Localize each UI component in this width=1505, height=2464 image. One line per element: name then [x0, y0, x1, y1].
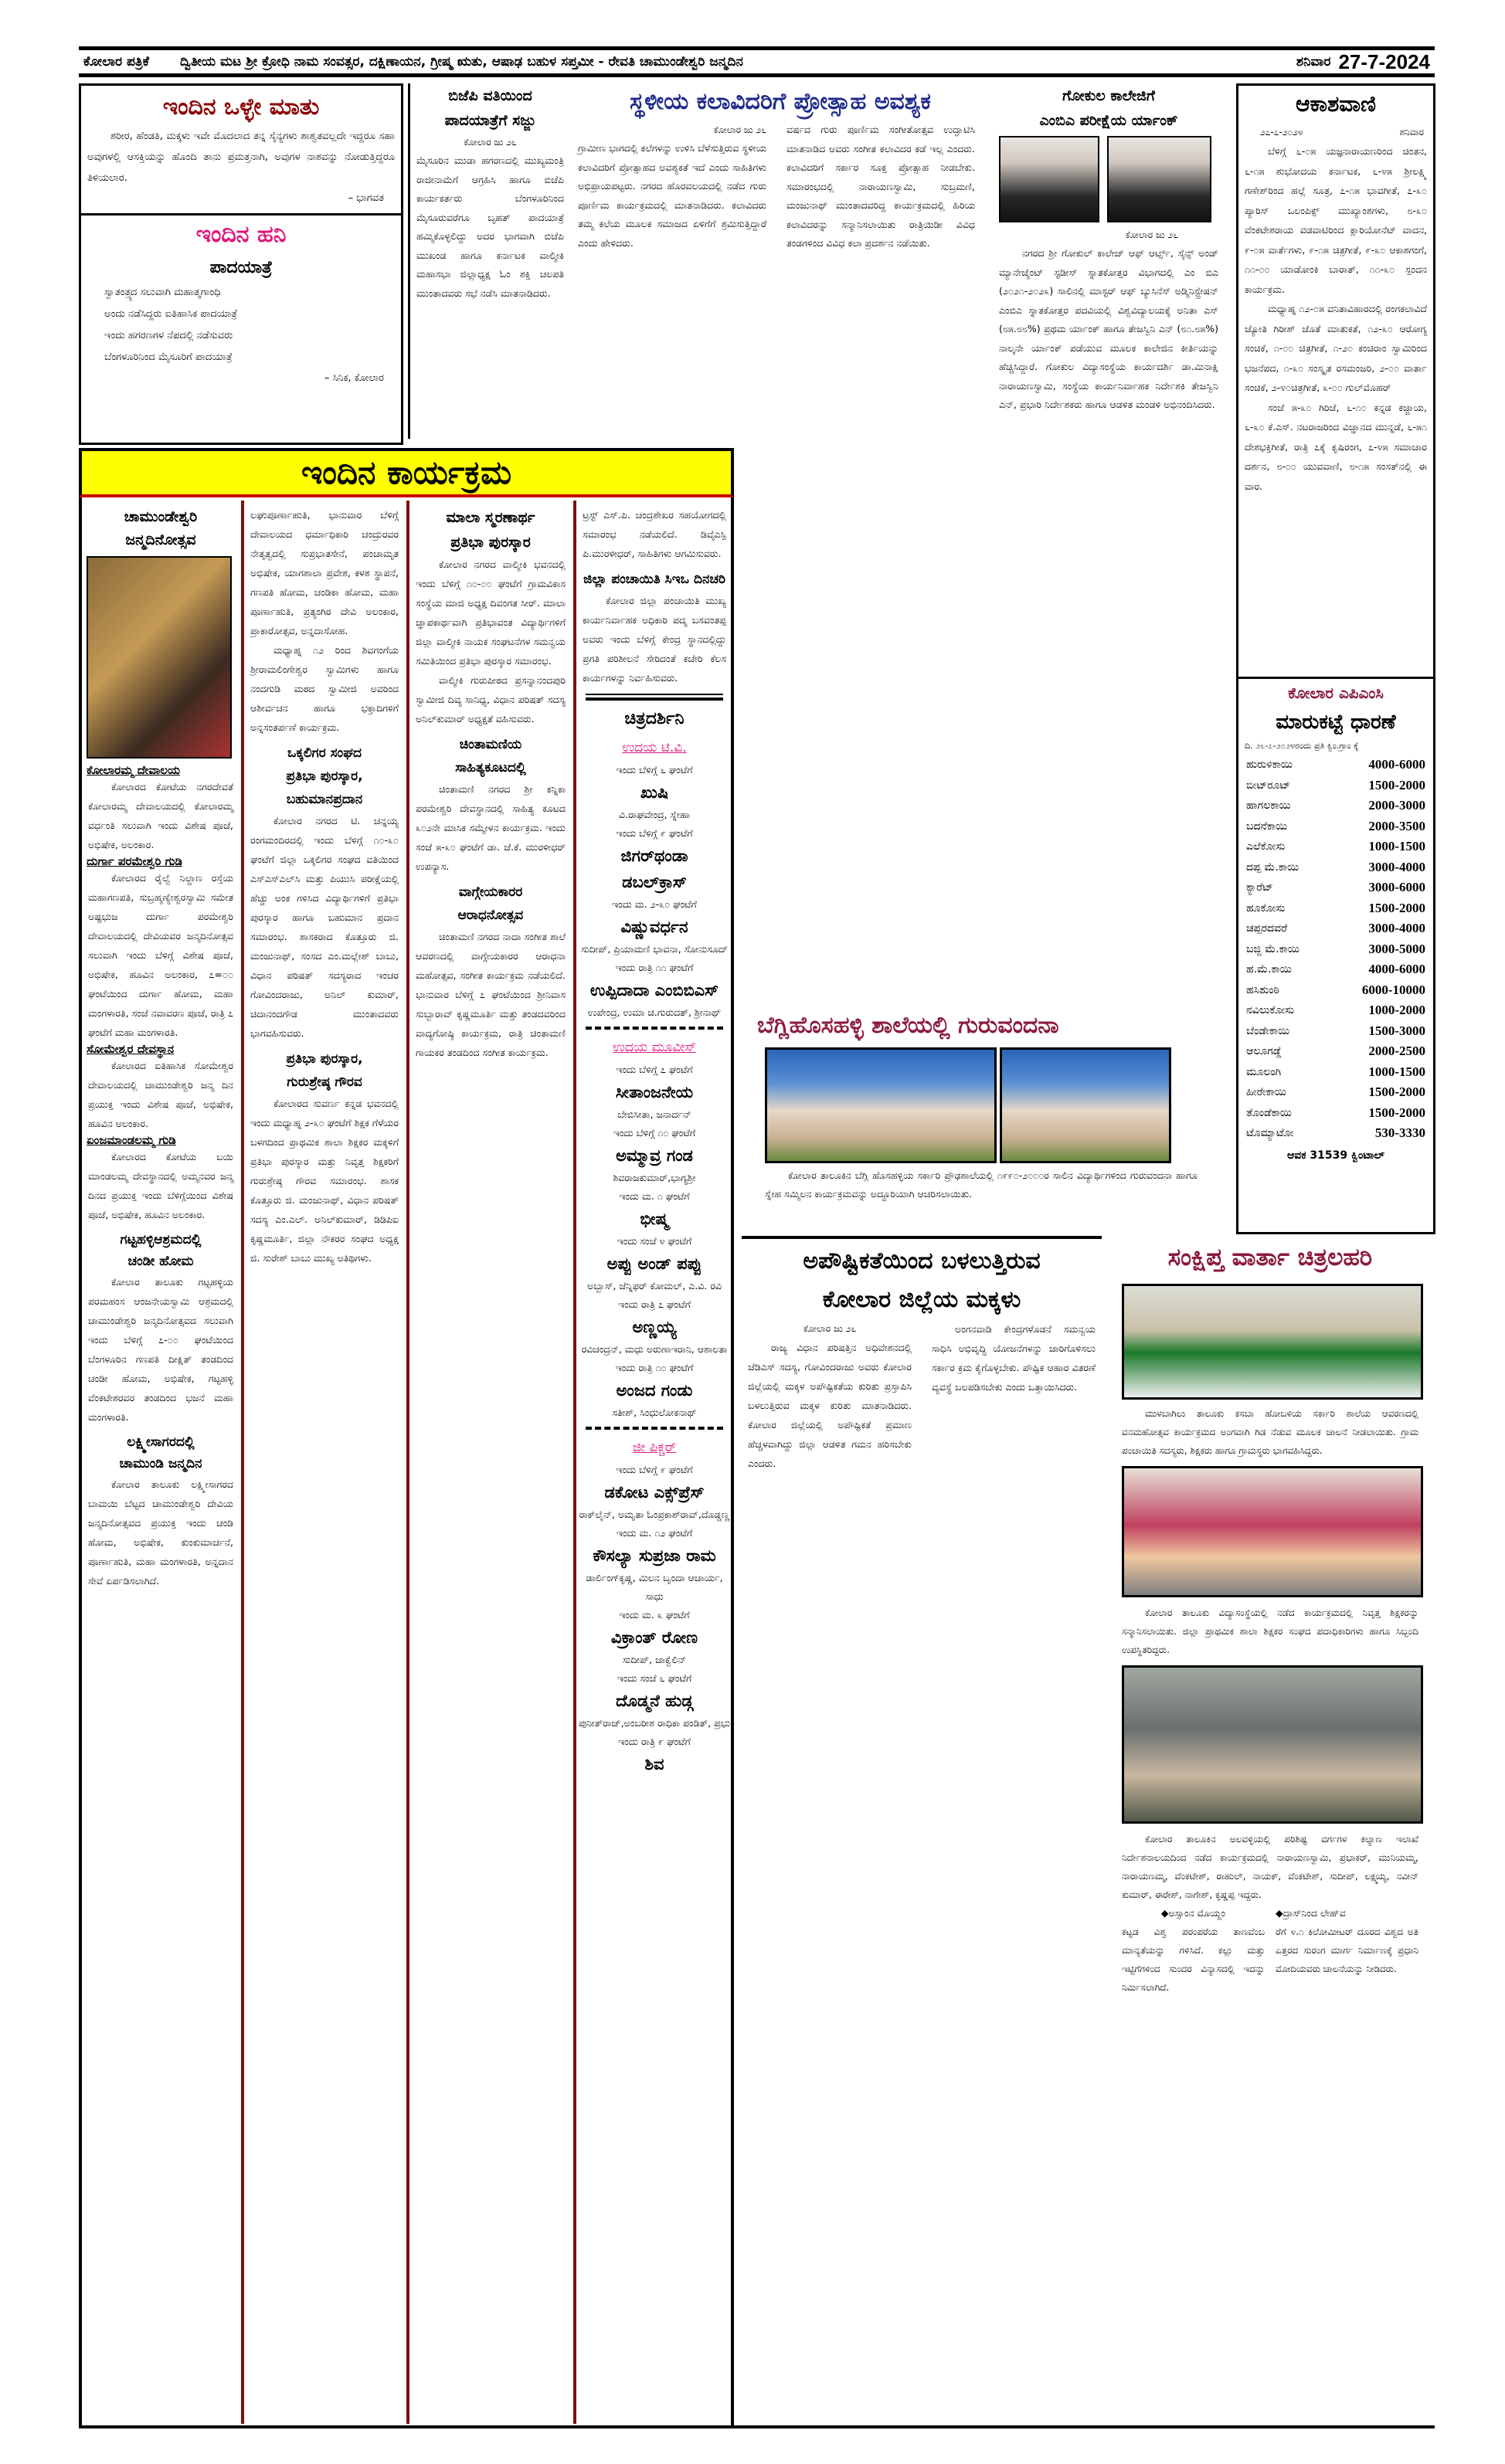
- chamundeshwari-title-2: ಜನ್ಮದಿನೋತ್ಸವ: [125, 531, 196, 548]
- apmc-price-row: [1238, 1123, 1433, 1144]
- apmc-arrival: ಆವಕ 31539 ಕ್ವಿಂಟಾಲ್: [1287, 1149, 1384, 1162]
- movie-title: ಅಣ್ಣಯ್ಯ: [632, 1318, 677, 1336]
- bjp-title-2: ಪಾದಯಾತ್ರೆಗೆ ಸಜ್ಜು: [444, 112, 536, 129]
- hani-poem-line: ಬೆಂಗಳೂರಿನಿಂದ ಮೈಸೂರಿಗೆ ಪಾದಯಾತ್ರೆ: [104, 351, 233, 363]
- bjp-title-1: ಬಿಜೆಪಿ ವತಿಯಿಂದ: [448, 87, 532, 104]
- temple-text: ಕೋಲಾರದ ರೈಲ್ವೆ ನಿಲ್ದಾಣ ರಸ್ತೆಯ ಮಹಾಗಣಪತಿ, ಸುಬ್ರಹ್ಮಣ್ಯೇಶ್ವರಸ್ವಾಮಿ ಸಮೇತ ಅಷ್ಟಭುಜ ದುರ್ಗಾ ಪರಮೇಶ್ವರಿ ದೇವಾಲಯದಲ್ಲಿ ದೇವಿಯವರ ಜನ್ಮದಿನೋತ್ಸವ ಸಲುವಾಗಿ ಇಂದು ಬೆಳಿಗ್ಗೆ ವಿಶೇಷ ಪೂಜೆ, ಅಭಿಷೇಕ, ಹೂವಿನ ಅಲಂಕಾರ, ೭=೦೦ ಘಂಟೆಯಿಂದ ದುರ್ಗಾ ಹೋಮ, ಮಹಾ ಮಂಗಳಾರತಿ, ಸಂಜೆ ನವಾವರಣ ಪೂಜೆ, ರಾತ್ರಿ ೭ ಘಂಟೆಗೆ ಮಹಾ ಮಂಗಳಾರತಿ.: [88, 872, 233, 1038]
- good-word-attribution: – ಭಾಗವತ: [348, 192, 384, 204]
- aradhanotsava-text: ಚಿಂತಾಮಣಿ ನಗರದ ನಾದಾ ಸಂಗೀತ ಶಾಲೆ ಆವರಣದಲ್ಲಿ ವಾಗ್ಗೇಯಕಾರರ ಆರಾಧನಾ ಮಹೋತ್ಸವ, ಸಂಗೀತ ಕಾರ್ಯಕ್ರಮ ನಡೆಯಲಿದೆ. ಭಾನುವಾರ ಬೆಳಿಗ್ಗೆ ೭ ಘಂಟೆಯಿಂದ ಶ್ರೀನಿವಾಸ ಸುಬ್ಬಾರಾವ್ ಕೃಷ್ಣಮೂರ್ತಿ ಮತ್ತು ತಂಡದವರಿಂದ ವಾದ್ಯಗೋಷ್ಠಿ ಕಾರ್ಯಕ್ರಮ, ರಾತ್ರಿ ಚಿಂತಾಮಣಿ ಗಾಯಕರ ತಂಡದಿಂದ ಸಂಗೀತ ಕಾರ್ಯಕ್ರಮ.: [416, 931, 566, 1058]
- akashavani-box: [1236, 83, 1435, 678]
- okkaliga-title-3: ಬಹುಮಾನಪ್ರದಾನ: [286, 792, 363, 807]
- begli-caption: ಕೋಲಾರ ತಾಲೂಕಿನ ಬೆಗ್ಲಿ ಹೊಸಹಳ್ಳಿಯ ಸರ್ಕಾರಿ ಪ್ರೌಢಶಾಲೆಯಲ್ಲಿ ೧೯೯೦-೨೦೦೦ರ ಸಾಲಿನ ವಿದ್ಯಾರ್ಥಿಗಳಿಂದ ಗುರುವಂದನಾ ಹಾಗೂ ಸ್ನೇಹ ಸಮ್ಮಿಲನ ಕಾರ್ಯಕ್ರಮವನ್ನು ಅದ್ದೂರಿಯಾಗಿ ಆಚರಿಸಲಾಯಿತು.: [765, 1169, 1198, 1200]
- okkaliga-text: ಕೋಲಾರ ನಗರದ ಟಿ. ಚನ್ನಯ್ಯ ರಂಗಮಂದಿರದಲ್ಲಿ ಇಂದು ಬೆಳಿಗ್ಗೆ ೧೦-೩೦ ಘಂಟೆಗೆ ಜಿಲ್ಲಾ ಒಕ್ಕಲಿಗರ ಸಂಘದ ವತಿಯಿಂದ ಎಸ್ಎಸ್ಎಲ್‌ಸಿ ಮತ್ತು ಪಿಯುಸಿ ಪರೀಕ್ಷೆಯಲ್ಲಿ ಹೆಚ್ಚು ಅಂಕ ಗಳಿಸಿದ ವಿದ್ಯಾರ್ಥಿಗಳಿಗೆ ಪ್ರತಿಭಾ ಪುರಸ್ಕಾರ ಹಾಗೂ ಬಹುಮಾನ ಪ್ರದಾನ ಸಮಾರಂಭ. ಶಾಸಕರಾದ ಕೊತ್ತೂರು ಜಿ. ಮಂಜುನಾಥ್, ಸಂಸದ ಎಂ.ಮಲ್ಲೇಶ್ ಬಾಬು, ವಿಧಾನ ಪರಿಷತ್ ಸದಸ್ಯರಾದ ಇಂಚರ ಗೋವಿಂದರಾಜು, ಅನಿಲ್ ಕುಮಾರ್, ಚಿದಾನಂದಗೌಡ ಮುಂತಾದವರು ಭಾಗವಹಿಸುವರು.: [250, 815, 399, 1039]
- gokula-title-1: ಗೋಕುಲ ಕಾಲೇಜಿಗೆ: [1062, 87, 1155, 104]
- vegetable-name: ಹುರುಳಿಕಾಯಿ: [1246, 759, 1293, 771]
- akashavani-paragraph: ಮಧ್ಯಾಹ್ನ ೧೨-೦೫ ವನಿತಾವಿಹಾರದಲ್ಲಿ ರಂಗಕಲಾವಿದೆ ಜ್ಯೋತಿ ಗಿರೀಶ್ ಜೊತೆ ಮಾತುಕತೆ, ೧೨-೩೦ ಆರೋಗ್ಯ ಸಂಚಿಕೆ, ೧-೦೦ ಚಿತ್ರಗೀತೆ, ೧-೨೦ ಕಂಚಿರಾಂ ಸ್ವಾಮಿರಿಂದ ಭಜನೆಪದ, ೧-೩೦ ಸಂಸ್ಕೃತ ರಸಮಂಜರಿ, ೨-೦೦ ವಾರ್ತಾ ಸಂಚಿಕೆ, ೨-೪೦ಚಿತ್ರಗೀತೆ, ೩-೦೦ ಗುಲ್‌ಮೊಹರ್: [1245, 303, 1427, 393]
- gurushreshta-title-1: ಪ್ರತಿಭಾ ಪುರಸ್ಕಾರ,: [286, 1051, 363, 1067]
- movie-title: ವಿಷ್ಣುವರ್ಧನ: [620, 918, 688, 936]
- movie-title: ಭೀಷ್ಮ: [640, 1210, 669, 1228]
- movie-title: ಉಪ್ಪಿದಾದಾ ಎಂಬಿಬಿಎಸ್: [589, 981, 719, 1000]
- show-time: ಇಂದು ರಾತ್ರಿ ೭ ಘಂಟೆಗೆ: [618, 1298, 691, 1310]
- vegetable-name: ದಪ್ಪ ಮೆ.ಕಾಯಿ: [1246, 860, 1299, 874]
- sankshipta-photo-3: [1122, 1665, 1423, 1824]
- sankshipta-caption-3: ಕೋಲಾರ ತಾಲೂಕಿನ ಅಲವಳ್ಳಿಯಲ್ಲಿ ಪರಿಶಿಷ್ಟ ವರ್ಗಗಳ ಕಲ್ಯಾಣ ಇಲಾಖೆ ನಿರ್ದೇಶನಾಲಯದಿಂದ ನಡೆದ ಕಾರ್ಯಕ್ರಮದಲ್ಲಿ ನಾರಾಯಣಸ್ವಾಮಿ, ಪ್ರಭಾಕರ್, ಮುನಿಯಮ್ಮ, ನಾರಾಯಣಮ್ಮ, ವೆಂಕಟೇಶ್, ರಾಹುಲ್, ನಾಯಕ್, ವೆಂಕಟೇಶ್, ಸುದೀಪ್, ಲಕ್ಷ್ಮಯ್ಯ, ನವೀನ್ ಕುಮಾರ್, ಈರೇಶ್, ನಾಗೇಶ್, ಕೃಷ್ಣಪ್ಪ ಇದ್ದರು.: [1122, 1834, 1418, 1900]
- okkaliga-title-1: ಒಕ್ಕಲಿಗರ ಸಂಘದ: [287, 745, 362, 761]
- diamond-bullet-icon: ◆: [1276, 1907, 1283, 1919]
- movie-title: ಜಿಗರ್‌ಥಂಡಾ: [620, 847, 688, 865]
- brief-1-text: ಕಟ್ಟಡ ವಿಶ್ವ ಪರಂಪರೆಯ ತಾಣವೆಂಬ ಮಾನ್ಯತೆಯನ್ನು ಗಳಿಸಿದೆ. ಕಲ್ಲು ಮತ್ತು ಇಟ್ಟಿಗೆಗಳಿಂದ ಸುಂದರ ವಿನ್ಯಾಸದಲ್ಲಿ ಇದನ್ನು ನಿರ್ಮಿಸಲಾಗಿದೆ.: [1122, 1926, 1265, 1993]
- show-time: ಇಂದು ಬೆಳಿಗ್ಗೆ ೬ ಘಂಟೆಗೆ: [616, 764, 693, 776]
- show-time: ಇಂದು ಬೆಳಿಗ್ಗೆ ೯ ಘಂಟೆಗೆ: [616, 1464, 693, 1475]
- akashavani-date: ೨೭-೭-೨೦೨೪: [1260, 127, 1303, 137]
- gurushreshta-text: ಕೋಲಾರದ ಸುವರ್ಣ ಕನ್ನಡ ಭವನದಲ್ಲಿ ಇಂದು ಮಧ್ಯಾಹ್ನ ೨-೩೦ ಘಂಟೆಗೆ ಶಿಕ್ಷಕ ಗೆಳೆಯರ ಬಳಗದಿಂದ ಪ್ರಾಥಮಿಕ ಶಾಲಾ ಶಿಕ್ಷಕರ ಮಕ್ಕಳಿಗೆ ಪ್ರತಿಭಾ ಪುರಸ್ಕಾರ ಮತ್ತು ನಿವೃತ್ತ ಶಿಕ್ಷಕರಿಗೆ ಗುರುಶ್ರೇಷ್ಠ ಗೌರವ ಸಮಾರಂಭ. ಶಾಸಕ ಕೊತ್ತೂರು ಜಿ. ಮಂಜುನಾಥ್, ವಿಧಾನ ಪರಿಷತ್ ಸದಸ್ಯ ಎಂ.ಎಲ್. ಅನಿಲ್‌ಕುಮಾರ್, ಡಿಡಿಪಿಐ ಕೃಷ್ಣಮೂರ್ತಿ, ಜಿಲ್ಲಾ ನೌಕರರ ಸಂಘದ ಅಧ್ಯಕ್ಷ ಜಿ. ಸುರೇಶ್ ಬಾಬು ಮುಖ್ಯ ಅತಿಥಿಗಳು.: [250, 1098, 399, 1264]
- sankshipta-section: [1105, 1236, 1435, 2425]
- hani-poem-title: ಪಾದಯಾತ್ರೆ: [209, 258, 273, 277]
- sahityakoota-text: ಚಿಂತಾಮಣಿ ನಗರದ ಶ್ರೀ ಕನ್ನಿಕಾ ಪರಮೇಶ್ವರಿ ದೇವಸ್ಥಾನದಲ್ಲಿ ಸಾಹಿತ್ಯ ಕೂಟದ ೩೦೨ನೇ ಮಾಸಿಕ ಸಮ್ಮೇಳನ ಕಾರ್ಯಕ್ರಮ. ಇಂದು ಸಂಜೆ ೫-೩೦ ಘಂಟೆಗೆ ಡಾ. ಜೆ.ಕೆ. ಮುರಳೀಧರ್ ಉಪನ್ಯಾಸ.: [416, 783, 566, 872]
- apmc-price-row: [1238, 857, 1433, 878]
- okkaliga-title-2: ಪ್ರತಿಭಾ ಪುರಸ್ಕಾರ,: [286, 769, 363, 784]
- apmc-price-table: [1238, 755, 1433, 1144]
- local-artists-title: ಸ್ಥಳೀಯ ಕಲಾವಿದರಿಗೆ ಪ್ರೋತ್ಸಾಹ ಅವಶ್ಯಕ: [630, 88, 931, 115]
- col2-text-2: ಮಧ್ಯಾಹ್ನ ೧೨ ರಿಂದ ಶಿವಗಂಗೆಯ ಶ್ರೀರಾಮಲಿಂಗೇಶ್ವರ ಸ್ವಾಮಿಗಳು ಹಾಗೂ ನಂದಗುಡಿ ಮಠದ ಸ್ವಾಮೀಜಿ ಅವರಿಂದ ಆಶೀರ್ವಚನ ಹಾಗೂ ಭಕ್ತಾದಿಗಳಿಗೆ ಅನ್ನಸಂತರ್ಪಣೆ ಕಾರ್ಯಕ್ರಮ.: [250, 644, 399, 733]
- aradhanotsava-title-1: ವಾಗ್ಗೇಯಕಾರರ: [458, 884, 523, 900]
- price-range: 1000-1500: [1368, 1064, 1425, 1079]
- begli-group-photo-2: [1000, 1047, 1171, 1163]
- vegetable-name: ಹಸಿಶುಂಠಿ: [1246, 983, 1279, 996]
- movie-title: ವಿಕ್ರಾಂತ್ ರೋಣ: [610, 1628, 698, 1647]
- price-range: 530-3330: [1374, 1125, 1425, 1140]
- apmc-title-2: ಮಾರುಕಟ್ಟೆ ಧಾರಣೆ: [1276, 711, 1396, 734]
- movie-cast: ರಾಕ್‌ಲೈನ್, ಅಮೃತಾ ಓಂಪ್ರಕಾಶ್‌ರಾವ್,ದೊಡ್ಡಣ್ಣ: [579, 1509, 730, 1520]
- apmc-title-1: ಕೋಲಾರ ಎಪಿಎಂಸಿ: [1288, 684, 1384, 702]
- apmc-price-row: [1238, 898, 1433, 919]
- chamundeshwari-idol-photo: [87, 556, 232, 759]
- channel-divider: [586, 1427, 723, 1430]
- local-artists-text-1: ಗ್ರಾಮೀಣ ಭಾಗದಲ್ಲಿ ಕಲೆಗಳನ್ನು ಉಳಿಸಿ ಬೆಳೆಸುತ್ತಿರುವ ಸ್ಥಳೀಯ ಕಲಾವಿದರಿಗೆ ಪ್ರೋತ್ಸಾಹದ ಅವಶ್ಯಕತೆ ಇದೆ ಎಂದು ಸಾಹಿತಿಗಳು ಅಭಿಪ್ರಾಯಪಟ್ಟರು. ನಗರದ ಹೊರವಲಯದಲ್ಲಿ ನಡೆದ ಗುರು ಪೂರ್ಣಿಮ ಕಾರ್ಯಕ್ರಮದಲ್ಲಿ ಮಾತನಾಡಿದರು. ಕಲಾವಿದರು ತಮ್ಮ ಕಲೆಯ ಮೂಲಕ ಸಮಾಜದ ಏಳಿಗೆಗೆ ಶ್ರಮಿಸುತ್ತಿದ್ದಾರೆ ಎಂದು ಹೇಳಿದರು.: [578, 142, 766, 249]
- vegetable-name: ಕ್ಯಾರೆಟ್: [1246, 881, 1273, 894]
- apmc-price-row: [1238, 837, 1433, 857]
- akashavani-title: ಆಕಾಶವಾಣಿ: [1296, 91, 1376, 117]
- mala-text-2: ವಾಲ್ಮೀಕಿ ಗುರುಪೀಠದ ಪ್ರಸನ್ನಾನಂದಪುರಿ ಸ್ವಾಮೀಜಿ ದಿವ್ಯ ಸಾನಿಧ್ಯ, ವಿಧಾನ ಪರಿಷತ್ ಸದಸ್ಯ ಅನಿಲ್‌ಕುಮಾರ್ ಅಧ್ಯಕ್ಷತೆ ವಹಿಸುವರು.: [416, 674, 566, 725]
- sahityakoota-title-2: ಸಾಹಿತ್ಯಕೂಟದಲ್ಲಿ: [455, 760, 526, 776]
- gattahalli-title-1: ಗಟ್ಟಹಳ್ಳಿಆಶ್ರಮದಲ್ಲಿ: [120, 1232, 202, 1247]
- movie-title: ಅಪ್ಪು ಅಂಡ್ ಪಪ್ಪು: [606, 1254, 702, 1273]
- movie-title: ಡಬಲ್‌ಕ್ರಾಸ್: [622, 873, 687, 891]
- price-range: 2000-3000: [1368, 798, 1425, 813]
- hani-poem: [81, 282, 401, 368]
- movie-cast: ಸುದೀಪ್, ಪ್ರಿಯಾಮಣಿ ಭಾವನಾ, ಸೋನುಸೂದ್: [580, 943, 729, 955]
- good-word-title: ಇಂದಿನ ಒಳ್ಳೇ ಮಾತು: [162, 93, 320, 120]
- hani-poem-line: ಸ್ವಾತಂತ್ರ್ಯದ ಸಲುವಾಗಿ ಮಹಾತ್ಮಗಾಂಧಿ: [104, 287, 221, 298]
- vegetable-name: ಹೀರೇಕಾಯಿ: [1246, 1086, 1286, 1098]
- gokula-dateline: ಕೋಲಾರ ಜು ೨೬: [1125, 229, 1178, 240]
- apmc-price-row: [1238, 1021, 1433, 1042]
- temple-text: ಕೋಲಾರದ ಕೋಟೆಯ ನಗರದೇವತೆ ಕೋಲಾರಮ್ಮ ದೇವಾಲಯದಲ್ಲಿ ಕೋಲಾರಮ್ಮ ವರ್ಧಂತಿ ಸಲುವಾಗಿ ಇಂದು ವಿಶೇಷ ಪೂಜೆ, ಅಭಿಷೇಕ, ಅಲಂಕಾರ.: [88, 781, 233, 850]
- good-word-text: ಶರೀರ, ಹೆಂಡತಿ, ಮಕ್ಕಳು ಇವೇ ಮೊದಲಾದ ತನ್ನ ಸೈನ್ಯಗಳು ಶಾಶ್ವತವಲ್ಲದೇ ಇದ್ದರೂ ಸಹಾ ಅವುಗಳಲ್ಲಿ ಆಸಕ್ತಿಯನ್ನು ಹೊಂದಿ ತಾನು ಪ್ರಮತ್ತನಾಗಿ, ಅವುಗಳ ನಾಶವನ್ನು ನೋಡುತ್ತಿದ್ದರೂ ತಿಳಿಯಲಾರ.: [87, 131, 395, 184]
- movie-title: ಅಂಜದ ಗಂಡು: [616, 1381, 693, 1400]
- gokula-text: ನಗರದ ಶ್ರೀ ಗೋಕುಲ್ ಕಾಲೇಜ್ ಆಫ್ ಆರ್ಟ್ಸ್, ಸೈನ್ಸ್ ಅಂಡ್ ಮ್ಯಾನೇಜ್ಮೆಂಟ್ ಸ್ಟಡೀಸ್ ಸ್ನಾತಕೋತ್ತರ ವಿಭಾಗದಲ್ಲಿ ಎಂ ಬಿಎ (೨೦೨೧-೨೦೨೩) ಸಾಲಿನಲ್ಲಿ ಮಾಸ್ಟರ್ ಆಫ್ ಬ್ಯುಸಿನೆಸ್ ಅಡ್ಮಿನಿಸ್ಟ್ರೇಷನ್ ಎಂಬಿಎ ಸ್ನಾತಕೋತ್ತರ ಪದವಿಯಲ್ಲಿ ವಿಶ್ವವಿದ್ಯಾಲಯಕ್ಕೆ ಅನಿತಾ ಎಸ್ (೮೫.೮೮%) ಪ್ರಥಮ ರ್ಯಾಂಕ್ ಹಾಗೂ ತೇಜಸ್ವಿನಿ ಎನ್ (೮೧.೮೫%) ನಾಲ್ಕನೇ ರ್ಯಾಂಕ್ ಪಡೆಯುವ ಮೂಲಕ ಕಾಲೇಜಿನ ಕೀರ್ತಿಯನ್ನು ಹೆಚ್ಚಿಸಿದ್ದಾರೆ. ಗೋಕುಲ ವಿದ್ಯಾಸಂಸ್ಥೆಯ ಕಾರ್ಯದರ್ಶಿ ಡಾ.ಮಿನಾಕ್ಷಿ ನಾರಾಯಣಸ್ವಾಮಿ, ಸಂಸ್ಥೆಯ ಕಾರ್ಯನಿರ್ವಾಹಕ ನಿರ್ದೇಶಕಿ ತೇಜಸ್ವಿನಿ ಎನ್, ಪ್ರಭಾರಿ ನಿರ್ದೇಶಕರು ಹಾಗೂ ಆಡಳಿತ ಮಂಡಳಿ ಅಭಿನಂದಿಸಿದರು.: [999, 247, 1218, 410]
- karyakrama-banner-title: ಇಂದಿನ ಕಾರ್ಯಕ್ರಮ: [301, 453, 512, 491]
- akashavani-day: ಶನಿವಾರ: [1399, 127, 1424, 137]
- vegetable-name: ಆಲೂಗಡ್ಡೆ: [1246, 1045, 1282, 1057]
- price-range: 1500-2000: [1368, 1105, 1425, 1120]
- bjp-article: [408, 83, 570, 439]
- price-range: 4000-6000: [1368, 962, 1425, 976]
- temple-heading: ದುರ್ಗಾ ಪರಮೇಶ್ವರಿ ಗುಡಿ: [87, 854, 182, 868]
- show-time: ಇಂದು ಬೆಳಿಗ್ಗೆ ೧೦ ಘಂಟೆಗೆ: [613, 1127, 696, 1139]
- show-time: ಇಂದು ಸಂಜೆ ೬ ಘಂಟೆಗೆ: [617, 1672, 692, 1684]
- price-range: 4000-6000: [1368, 757, 1425, 772]
- vegetable-name: ಟೊಮ್ಯಾಟೋ: [1246, 1127, 1294, 1139]
- movie-title: ಅಮ್ಮಾವ್ರ ಗಂಡ: [616, 1146, 693, 1165]
- movie-cast: ಡಾರ್ಲಿಂಗ್‌ಕೃಷ್ಣ, ಮಿಲನ ಬೃಂದಾ ಆಚಾರ್ಯ, ಸಾಧು: [586, 1572, 723, 1602]
- cinema-listing: [576, 735, 732, 1777]
- paper-name: ಕೋಲಾರ ಪತ್ರಿಕೆ: [83, 54, 149, 70]
- price-range: 2000-2500: [1368, 1044, 1425, 1058]
- apmc-price-row: [1238, 1082, 1433, 1103]
- movie-cast: ಸುದೀಪ್, ಜಾಕ್ವೆಲಿನ್: [622, 1654, 687, 1665]
- temple-heading: ಕೋಲಾರಮ್ಮ ದೇವಾಲಯ: [87, 763, 181, 777]
- apmc-price-row: [1238, 1041, 1433, 1062]
- show-time: ಇಂದು ರಾತ್ರಿ ೧೦ ಘಂಟೆಗೆ: [615, 1362, 694, 1373]
- local-artists-article: [572, 83, 989, 439]
- bottom-rule: [79, 2425, 1435, 2428]
- malnutrition-text-2: ಅಂಗನವಾಡಿ ಕೇಂದ್ರಗಳೊಡನೆ ಸಮನ್ವಯ ಸಾಧಿಸಿ ಅಭಿವೃದ್ಧಿ ಯೋಜನೆಗಳನ್ನು ಜಾರಿಗೊಳಿಸಲು ಸರ್ಕಾರ ಕ್ರಮ ಕೈಗೊಳ್ಳಬೇಕು. ಪೌಷ್ಟಿಕ ಆಹಾರ ವಿತರಣೆ ವ್ಯವಸ್ಥೆ ಬಲಪಡಿಸಬೇಕು ಎಂದು ಒತ್ತಾಯಿಸಿದರು.: [932, 1323, 1096, 1393]
- apmc-price-row: [1238, 816, 1433, 837]
- show-time: ಇಂದು ರಾತ್ರಿ ೧೧ ಘಂಟೆಗೆ: [615, 962, 694, 973]
- channel-name: ಜೀ ಪಿಕ್ಚರ್: [632, 1440, 677, 1455]
- channel-name: ಉದಯ ಮೂವೀಸ್: [613, 1040, 696, 1055]
- lakshmisagara-title-2: ಚಾಮುಂಡಿ ಜನ್ಮದಿನ: [119, 1456, 202, 1471]
- movie-cast: ವಿ.ರಾಘವೇಂದ್ರ, ಸ್ನೇಹಾ: [618, 809, 691, 820]
- channel-name: ಉದಯ ಟಿ.ವಿ.: [622, 740, 687, 755]
- akashavani-paragraph: ಬೆಳಿಗ್ಗೆ ೬-೦೫ ಯಜ್ಞನಾರಾಯಣರಿಂದ ಚಿಂತನ, ೬-೧೫ ಶುಭೋದಯ ಕರ್ನಾಟಕ, ೬-೪೫ ಶ್ರೀಲಕ್ಷ್ಮಿ ಗಣೇಶ್‌ರಿಂದ ಹಲ್ಲೆ ಸೂತ್ರ, ೭-೧೫ ಭಾವಗೀತೆ, ೭-೩೦ ಪ್ಯಾರಿಸ್ ಒಲಂಪಿಕ್ಸ್ ಮುಖ್ಯಾಂಶಗಳು, ೮-೩೦ ವೆಂಕಟೇಶರಾಯ ವಡವಾಟಿರಿಂದ ಕ್ಲಾರಿಯೋನೆಟ್ ವಾದನ, ೯-೦೫ ವಾರ್ತೆಗಳು, ೯-೧೫ ಚಿತ್ರಗೀತೆ, ೯-೩೦ ಆಕಾಶಗಂಗೆ, ೧೧-೦೦ ಯಾಡೋಂಕಿ ಬಾರಾತ್, ೧೧-೩೦ ಸ್ಪಂದನ ಕಾರ್ಯಕ್ರಮ.: [1245, 145, 1427, 295]
- good-word-box: [79, 83, 403, 445]
- lakshmisagara-text: ಕೋಲಾರ ತಾಲೂಕು ಲಕ್ಷ್ಮೀಸಾಗರದ ಬಾಮಯಿ ಬೆಟ್ಟದ ಚಾಮುಂಡೇಶ್ವರಿ ದೇವಿಯ ಜನ್ಮದಿನೋತ್ಸವದ ಪ್ರಯುಕ್ತ ಇಂದು ಚಂಡಿ ಹೋಮ, ಅಭಿಷೇಕ, ಕುಂಕುಮಾರ್ಚನೆ, ಪೂರ್ಣಾಹುತಿ, ಮಹಾ ಮಂಗಳಾರತಿ, ಅನ್ನದಾನ ಸೇವೆ ಏರ್ಪಡಿಸಲಾಗಿದೆ.: [88, 1478, 233, 1587]
- begli-article: [742, 1004, 1221, 1236]
- malnutrition-article: [742, 1236, 1102, 2425]
- sankshipta-caption-2: ಕೋಲಾರ ತಾಲೂಕು ವಿದ್ಯಾಸಂಸ್ಥೆಯಲ್ಲಿ ನಡೆದ ಕಾರ್ಯಕ್ರಮದಲ್ಲಿ ನಿವೃತ್ತ ಶಿಕ್ಷಕರನ್ನು ಸನ್ಮಾನಿಸಲಾಯಿತು. ಜಿಲ್ಲಾ ಪ್ರಾಥಮಿಕ ಶಾಲಾ ಶಿಕ್ಷಕರ ಸಂಘದ ಪದಾಧಿಕಾರಿಗಳು ಹಾಗೂ ಸಿಬ್ಬಂದಿ ಉಪಸ್ಥಿತರಿದ್ದರು.: [1122, 1607, 1418, 1655]
- karyakrama-col-1: [82, 501, 240, 2424]
- sahityakoota-title-1: ಚಿಂತಾಮಣಿಯ: [459, 737, 522, 752]
- price-range: 1500-2000: [1368, 1084, 1425, 1099]
- hani-title: ಇಂದಿನ ಹನಿ: [195, 221, 287, 248]
- apmc-price-row: [1238, 796, 1433, 816]
- sankshipta-photo-1: [1122, 1284, 1423, 1400]
- vegetable-name: ಮೂಲಂಗಿ: [1246, 1065, 1282, 1078]
- vegetable-name: ತೊಂಡೆಕಾಯಿ: [1246, 1106, 1292, 1119]
- student-photo-anitha: [999, 136, 1099, 222]
- movie-cast: ಅಬ್ಬಾಸ್, ಜೆನ್ನಿಫರ್ ಕೋಮಲ್, ಎ.ವಿ. ರವಿ: [587, 1280, 722, 1291]
- malnutrition-title-2: ಕೋಲಾರ ಜಿಲ್ಲೆಯ ಮಕ್ಕಳು: [822, 1286, 1021, 1313]
- issue-date: 27-7-2024: [1338, 49, 1430, 73]
- vegetable-name: ಎಲೆಕೋಸು: [1246, 840, 1286, 853]
- movie-cast: ಸತೀಶ್, ಸಿಂಧುಲೋಕನಾಥ್: [612, 1407, 697, 1418]
- price-range: 1500-2000: [1368, 900, 1425, 915]
- vegetable-name: ಬೀಟ್‌ರೂಟ್: [1246, 779, 1291, 792]
- apmc-price-row: [1238, 776, 1433, 796]
- apmc-note: ದಿ. ೨೬-೭-೨೦೨೪ರಂದು ಪ್ರತಿ ಕ್ವಿಂ.ಗ್ರಾಂ ಕ್ಕೆ: [1245, 741, 1359, 751]
- karyakrama-col-3: [406, 501, 572, 2424]
- col2-text-1: ಲಘುಪೂರ್ಣಾಹುತಿ, ಭಾನುವಾರ ಬೆಳಿಗ್ಗೆ ದೇವಾಲಯದ ಧರ್ಮಾಧಿಕಾರಿ ಚಂದ್ರುರವರ ನೇತೃತ್ವದಲ್ಲಿ ಸುಪ್ರಭಾತಸೇನೆ, ಪಂಚಾಮೃತ ಅಭಿಷೇಕ, ಯಾಗಶಾಲಾ ಪ್ರವೇಶ, ಕಳಶ ಸ್ಥಾಪನೆ, ಗಣಪತಿ ಹೋಮ, ಚಂಡಿಕಾ ಹೋಮ, ಮಹಾ ಪೂರ್ಣಾಹುತಿ, ಪ್ರತ್ಯಂಗಿರ ದೇವಿ ಅಲಂಕಾರ, ಪ್ರಾಕಾರೋತ್ಸವ, ಅನ್ನದಾಸೋಹ.: [250, 509, 399, 636]
- chamundeshwari-title-1: ಚಾಮುಂಡೇಶ್ವರಿ: [124, 508, 198, 525]
- malnutrition-dateline: ಕೋಲಾರ ಜು ೨೬: [803, 1323, 857, 1334]
- vegetable-name: ಬಜ್ಜಿ ಮೆ.ಕಾಯಿ: [1246, 942, 1299, 955]
- apmc-price-row: [1238, 980, 1433, 1001]
- movie-cast: ರವಿಚಂದ್ರನ್, ಮಧು ಅರುಣಾಇರಾನಿ, ಆಶಾಲತಾ: [581, 1343, 728, 1355]
- hani-attribution: – ಸಿನಿಕ, ಕೋಲಾರ: [324, 372, 384, 384]
- movie-title: ಶಿವ: [644, 1755, 664, 1773]
- panchanga-line: ದ್ವಿತೀಯ ಮಟ ಶ್ರೀ ಕ್ರೋಧಿ ನಾಮ ಸಂವತ್ಸರ, ದಕ್ಷಿಣಾಯನ, ಗ್ರೀಷ್ಮ ಋತು, ಆಷಾಢ ಬಹುಳ ಸಪ್ತಮೀ - ರೇವತಿ ಚಾಮುಂಡೇಶ್ವರಿ ಜನ್ಮದಿನ: [179, 54, 743, 70]
- apmc-price-row: [1238, 755, 1433, 776]
- malnutrition-text-1: ರಾಜ್ಯ ವಿಧಾನ ಪರಿಷತ್ತಿನ ಅಧಿವೇಶನದಲ್ಲಿ ಜೆಡಿಎಸ್ ಸದಸ್ಯ, ಗೋವಿಂದರಾಜು ಅವರು ಕೋಲಾರ ಜಿಲ್ಲೆಯಲ್ಲಿ ಮಕ್ಕಳ ಅಪೌಷ್ಟಿಕತೆಯ ಕುರಿತು ಪ್ರಸ್ತಾಪಿಸಿ ಬಳಲುತ್ತಿರುವ ಮಕ್ಕಳ ಕುರಿತು ಮಾತನಾಡಿದರು. ಕೋಲಾರ ಜಿಲ್ಲೆಯಲ್ಲಿ ಅಪೌಷ್ಟಿಕತೆ ಪ್ರಮಾಣ ಹೆಚ್ಚಳವಾಗಿದ್ದು ಜಿಲ್ಲಾ ಆಡಳಿತ ಗಮನ ಹರಿಸಬೇಕು ಎಂದರು.: [748, 1342, 912, 1469]
- price-range: 2000-3500: [1368, 818, 1425, 833]
- sankshipta-caption-1: ಮುಳಬಾಗಿಲು ತಾಲೂಕು ಕಸಬಾ ಹೋಬಳಿಯ ಸರ್ಕಾರಿ ಶಾಲೆಯ ಆವರಣದಲ್ಲಿ ವನಮಹೋತ್ಸವ ಕಾರ್ಯಕ್ರಮದ ಅಂಗವಾಗಿ ಗಿಡ ನೆಡುವ ಮೂಲಕ ಚಾಲನೆ ನೀಡಲಾಯಿತು. ಗ್ರಾಮ ಪಂಚಾಯಿತಿ ಸದಸ್ಯರು, ಶಿಕ್ಷಕರು ಹಾಗೂ ಗ್ರಾಮಸ್ಥರು ಭಾಗವಹಿಸಿದ್ದರು.: [1122, 1408, 1418, 1456]
- gokula-title-2: ಎಂಬಿಎ ಪರೀಕ್ಷೆಯ ರ್ಯಾಂಕ್: [1039, 112, 1178, 129]
- show-time: ಇಂದು ಮ. ೧ ಘಂಟೆಗೆ: [619, 1190, 690, 1202]
- show-time: ಇಂದು ಮ. ೨-೩೦ ಘಂಟೆಗೆ: [612, 898, 697, 910]
- show-time: ಇಂದು ರಾತ್ರಿ ೯ ಘಂಟೆಗೆ: [618, 1736, 691, 1747]
- show-time: ಇಂದು ಬೆಳಿಗ್ಗೆ ೯ ಘಂಟೆಗೆ: [616, 827, 693, 839]
- show-time: ಇಂದು ಸಂಜೆ ೪ ಘಂಟೆಗೆ: [617, 1235, 692, 1247]
- vegetable-name: ಬೆಂಡೇಕಾಯಿ: [1246, 1024, 1290, 1037]
- temple-text: ಕೋಲಾರದ ಐತಿಹಾಸಿಕ ಸೋಮೇಶ್ವರ ದೇವಾಲಯದಲ್ಲಿ ಚಾಮುಂಡೇಶ್ವರಿ ಜನ್ಮ ದಿನ ಪ್ರಯುಕ್ತ ಇಂದು ವಿಶೇಷ ಪೂಜೆ, ಅಭಿಷೇಕ, ಹೂವಿನ ಅಲಂಕಾರ.: [88, 1060, 233, 1129]
- apmc-price-row: [1238, 959, 1433, 980]
- apmc-price-row: [1238, 918, 1433, 939]
- apmc-price-row: [1238, 1103, 1433, 1124]
- local-artists-dateline: ಕೋಲಾರ ಜು ೨೬: [713, 124, 766, 135]
- movie-title: ದೊಡ್ಮನೆ ಹುಡ್ಗ: [616, 1692, 693, 1710]
- apmc-box: [1236, 677, 1435, 1234]
- vegetable-name: ಹ.ಮೆ.ಕಾಯಿ: [1246, 963, 1292, 976]
- show-time: ಇಂದು ಮ. ೩ ಘಂಟೆಗೆ: [619, 1609, 690, 1621]
- karyakrama-col-4: [573, 501, 732, 2424]
- channel-divider: [586, 1027, 723, 1030]
- brief-1-head: ◆ಅಸ್ಸಾಂನ ಮೊಯ್ದಂ: [1160, 1907, 1226, 1919]
- masthead: [79, 46, 1435, 77]
- malnutrition-title-1: ಅಪೌಷ್ಟಿಕತೆಯಿಂದ ಬಳಲುತ್ತಿರುವ: [803, 1247, 1041, 1274]
- movie-cast: ಉಪೇಂದ್ರ, ಉಮಾ ಚಿ.ಗುರುದತ್, ಶ್ರೀನಾಥ್: [587, 1006, 722, 1018]
- karyakrama-col-2: [241, 501, 405, 2424]
- price-range: 3000-6000: [1368, 880, 1425, 894]
- price-range: 1500-3000: [1368, 1023, 1425, 1038]
- movie-cast: ಬೇಬಿಸೀತಾ, ಜನಾರ್ದನ್: [617, 1108, 691, 1120]
- movie-title: ಸೀತಾಂಜನೇಯ: [615, 1083, 694, 1101]
- apmc-price-row: [1238, 1000, 1433, 1021]
- movie-title: ಡಕೋಟ ಎಕ್ಸ್‌ಪ್ರೆಸ್: [604, 1483, 705, 1502]
- vegetable-name: ಚಪ್ಪರದವರೆ: [1246, 922, 1288, 935]
- hani-poem-line: ಇಂದು ಹಗರಣಗಳ ನೆಪದಲ್ಲಿ ನಡೆಸುವರು: [104, 330, 233, 341]
- karyakrama-banner: [79, 448, 734, 497]
- temple-text: ಕೋಲಾರದ ಕೋಟೆಯ ಬಯಿ ಮಾಂಡಲಮ್ಮ ದೇವಸ್ಥಾನದಲ್ಲಿ ಅಮ್ಮನವರ ಜನ್ಮ ದಿನದ ಪ್ರಯುಕ್ತ ಇಂದು ಬೆಳಿಗ್ಗೆಯಿಂದ ವಿಶೇಷ ಪೂಜೆ, ಅಭಿಷೇಕ, ಹೂವಿನ ಅಲಂಕಾರ.: [88, 1151, 233, 1220]
- aradhanotsava-title-2: ಆರಾಧನೋತ್ಸವ: [457, 908, 524, 923]
- temple-heading: ಸೋಮೇಶ್ವರ ದೇವಸ್ಥಾನ: [87, 1042, 175, 1056]
- bjp-text: ಮೈಸೂರಿನ ಮುಡಾ ಹಗರಣದಲ್ಲಿ ಮುಖ್ಯಮಂತ್ರಿ ರಾಜೀನಾಮೆಗೆ ಆಗ್ರಹಿಸಿ ಹಾಗೂ ಬಿಜೆಪಿ ಕಾರ್ಯಕರ್ತರು ಬೆಂಗಳೂರಿನಿಂದ ಮೈಸೂರುವರೆಗೂ ಬೃಹತ್ ಪಾದಯಾತ್ರೆ ಹಮ್ಮಿಕೊಳ್ಳಲಿದ್ದು ಅದರ ಭಾಗವಾಗಿ ಬಿಜೆಪಿ ಮುಖಂಡ ಹಾಗೂ ಕರ್ನಾಟಕ ವಾಲ್ಮೀಕಿ ಮಹಾಸಭಾ ಜಿಲ್ಲಾಧ್ಯಕ್ಷ ಓಂ ಶಕ್ತಿ ಚಲಪತಿ ಮುಂತಾದವರು ಸಭೆ ನಡೆಸಿ ಮಾತನಾಡಿದರು.: [416, 154, 564, 299]
- price-range: 3000-4000: [1368, 859, 1425, 874]
- hani-poem-line: ಅಂದು ನಡೆಸಿದ್ದರು ಐತಿಹಾಸಿಕ ಪಾದಯಾತ್ರೆ: [104, 308, 238, 320]
- movie-title: ಕೌಸಲ್ಯಾ ಸುಪ್ರಜಾ ರಾಮ: [593, 1546, 716, 1565]
- price-range: 1000-2000: [1368, 1003, 1425, 1017]
- price-range: 1000-1500: [1368, 839, 1425, 854]
- price-range: 3000-5000: [1368, 941, 1425, 956]
- brief-2-text: ರೆಗೆ ೪.೧ ಕಿಲೋಮೀಟರ್ ದೂರದ ವಿಶ್ವದ ಅತಿ ಎತ್ತರದ ಸುರಂಗ ಮಾರ್ಗ ನಿರ್ಮಾಣಕ್ಕೆ ಪ್ರಧಾನಿ ಮೋದಿಯವರು ಚಾಲನೆಯನ್ನು ನೀಡಿದರು.: [1276, 1926, 1418, 1974]
- price-range: 3000-4000: [1368, 921, 1425, 935]
- begli-group-photo-1: [765, 1047, 997, 1163]
- vegetable-name: ಬದನೆಕಾಯಿ: [1246, 820, 1288, 833]
- col4-text-1: ಟ್ರಸ್ಟ್ ಎಸ್.ಪಿ. ಚಂದ್ರಶೇಖರ ಸಹಯೋಗದಲ್ಲಿ ಸಮಾರಂಭ ನಡೆಯಲಿದೆ. ಡಿವೈಎಸ್ಪಿ ಪಿ.ಮುರಳೀಧರ್, ಸಾಹಿತಿಗಳು ಆಗಮಿಸುವರು.: [583, 509, 726, 559]
- sankshipta-title: ಸಂಕ್ಷಿಪ್ತ ವಾರ್ತಾ ಚಿತ್ರಲಹರಿ: [1167, 1244, 1373, 1271]
- sankshipta-photo-2: [1122, 1466, 1423, 1597]
- show-time: ಇಂದು ಬೆಳಿಗ್ಗೆ ೭ ಘಂಟೆಗೆ: [616, 1064, 693, 1075]
- apmc-price-row: [1238, 877, 1433, 898]
- brief-2-head: ◆ದ್ರಾಸ್‌ನಿಂದ ಲೇಹ್‌ವ: [1276, 1907, 1346, 1919]
- zp-ceo-title: ಜಿಲ್ಲಾ ಪಂಚಾಯಿತಿ ಸಿಇಒ ದಿನಚರಿ: [583, 572, 726, 587]
- diamond-bullet-icon: ◆: [1160, 1907, 1169, 1919]
- gattahalli-title-2: ಚಂಡೀ ಹೋಮ: [127, 1254, 194, 1269]
- mala-title-1: ಮಾಲಾ ಸ್ಮರಣಾರ್ಥ: [446, 509, 535, 526]
- gokula-article: [993, 83, 1225, 725]
- gattahalli-text: ಕೋಲಾರ ತಾಲೂಕು ಗಟ್ಟಹಳ್ಳಿಯ ಪರಮಹಂಸ ಆಂಜನೇಯಸ್ವಾಮಿ ಆಶ್ರಮದಲ್ಲಿ ಚಾಮುಂಡೇಶ್ವರಿ ಜನ್ಮದಿನೋತ್ಸವದ ಸಲುವಾಗಿ ಇಂದು ಬೆಳಿಗ್ಗೆ ೭-೦೦ ಘಂಟೆಯಿಂದ ಬೆಂಗಳೂರಿನ ಗಣಪತಿ ದೀಕ್ಷಿತ್ ತಂಡದಿಂದ ಚಂಡೀ ಹೋಮ, ಅಭಿಷೇಕ, ಗಟ್ಟಹಳ್ಳಿ ವೆಂಕಟೇಶರವರ ತಂಡದಿಂದ ಭಜನೆ ಮಹಾ ಮಂಗಳಾರತಿ.: [88, 1276, 233, 1423]
- price-range: 1500-2000: [1368, 777, 1425, 792]
- apmc-price-row: [1238, 1062, 1433, 1083]
- student-photo-tejaswini: [1107, 136, 1211, 222]
- vegetable-name: ಹಾಗಲಕಾಯಿ: [1246, 799, 1291, 812]
- bjp-dateline: ಕೋಲಾರ ಜು ೨೬: [464, 137, 517, 148]
- gurushreshta-title-2: ಗುರುಶ್ರೇಷ್ಠ ಗೌರವ: [287, 1074, 362, 1090]
- mala-title-2: ಪ್ರತಿಭಾ ಪುರಸ್ಕಾರ: [450, 534, 531, 551]
- apmc-price-row: [1238, 939, 1433, 960]
- local-artists-text-2: ವರ್ಷದ ಗುರು ಪೂರ್ಣಿಮ ಸಂಗೀತೋತ್ಸವ ಉದ್ಘಾಟಿಸಿ ಮಾತನಾಡಿದ ಅವರು ಸಂಗೀತ ಕಲಾವಿದರ ಕಡೆ ಇಲ್ಲ ಎಂದರು. ಕಲಾವಿದರಿಗೆ ಸರ್ಕಾರ ಸೂಕ್ತ ಪ್ರೋತ್ಸಾಹ ನೀಡಬೇಕು. ಸಮಾರಂಭದಲ್ಲಿ ನಾರಾಯಣಸ್ವಾಮಿ, ಸುಬ್ರಮಣಿ, ಮಂಜುನಾಥ್ ಮುಂತಾದವರಿದ್ದ ಕಾರ್ಯಕ್ರಮದಲ್ಲಿ ಹಿರಿಯ ಕಲಾವಿದರನ್ನು ಸನ್ಮಾನಿಸಲಾಯಿತು ರಾತ್ರಿಯಿಡೀ ವಿವಿಧ ತಂಡಗಳಿಂದ ವಿವಿಧ ಕಲಾ ಪ್ರದರ್ಶನ ನಡೆಯಿತು.: [786, 124, 975, 249]
- movie-cast: ಶಿವರಾಜಕುಮಾರ್,ಭಾಗ್ಯಶ್ರೀ: [613, 1172, 696, 1183]
- lakshmisagara-title-1: ಲಕ್ಷ್ಮೀಸಾಗರದಲ್ಲಿ: [127, 1434, 195, 1450]
- vegetable-name: ಹೂಕೋಸು: [1246, 901, 1286, 915]
- vegetable-name: ನವಿಲುಕೋಸು: [1246, 1004, 1295, 1016]
- temple-heading: ಏಂಜಮಾಂಡಲಮ್ಮ ಗುಡಿ: [87, 1133, 176, 1147]
- weekday: ಶನಿವಾರ: [1296, 54, 1331, 70]
- mala-text: ಕೋಲಾರ ನಗರದ ವಾಲ್ಮೀಕಿ ಭವನದಲ್ಲಿ ಇಂದು ಬೆಳಿಗ್ಗೆ ೧೦-೦೦ ಘಂಟೆಗೆ ಗ್ರಾಮವಿಕಾಸ ಸಂಸ್ಥೆಯ ಮಾಜಿ ಅಧ್ಯಕ್ಷ ದಿವಂಗತ ಸೀರ್. ಮಾಲಾ ಜ್ಞಾಪಕಾರ್ಥವಾಗಿ ಪ್ರತಿಭಾವಂತ ವಿದ್ಯಾರ್ಥಿಗಳಿಗೆ ಜಿಲ್ಲಾ ವಾಲ್ಮೀಕಿ ನಾಯಕ ಸಂಘಟನೆಗಳ ಸಮನ್ವಯ ಸಮಿತಿಯಿಂದ ಪ್ರತಿಭಾ ಪುರಸ್ಕಾರ ಸಮಾರಂಭ.: [416, 558, 566, 667]
- akashavani-paragraph: ಸಂಜೆ ೫-೩೦ ಗಿರಿಜೆ, ೬-೧೦ ಕನ್ನಡ ಕಜ್ಜಾಯ, ೬-೩೦ ಕೆ.ಎಸ್. ನಟರಾಜರಿಂದ ವಿಜ್ಞಾನದ ಮುನ್ನಡೆ, ೬-೫೧ ದೇಶಭಕ್ತಿಗೀತೆ, ರಾತ್ರಿ ೭ಕ್ಕೆ ಕೃಷಿರಂಗ, ೭-೪೫ ಸಮಾಚಾರ ದರ್ಶನ, ೮-೦೦ ಯುವವಾಣಿ, ೮-೧೫ ಸಂಸತ್‌ನಲ್ಲಿ ಈ ವಾರ.: [1245, 401, 1427, 492]
- zp-ceo-text: ಕೋಲಾರ ಜಿಲ್ಲಾ ಪಂಚಾಯಿತಿ ಮುಖ್ಯ ಕಾರ್ಯನಿರ್ವಾಹಕ ಅಧಿಕಾರಿ ಪದ್ಮ ಬಸವಂತಪ್ಪ ಅವರು ಇಂದು ಬೆಳಿಗ್ಗೆ ಕೇಂದ್ರ ಸ್ಥಾನದಲ್ಲಿದ್ದು ಪ್ರಗತಿ ಪರಿಶೀಲನೆ ಸೇರಿದಂತೆ ಕಚೇರಿ ಕೆಲಸ ಕಾರ್ಯಗಳನ್ನು ನಿರ್ವಹಿಸುವರು.: [583, 595, 726, 684]
- begli-title: ಬೆಗ್ಲಿಹೊಸಹಳ್ಳಿ ಶಾಲೆಯಲ್ಲಿ ಗುರುವಂದನಾ: [757, 1012, 1059, 1039]
- price-range: 6000-10000: [1361, 982, 1425, 997]
- chitradarshini-title: ಚಿತ್ರದರ್ಶಿನಿ: [624, 709, 685, 728]
- show-time: ಇಂದು ಮ. ೧೨ ಘಂಟೆಗೆ: [616, 1527, 693, 1539]
- movie-title: ಖುಷಿ: [640, 783, 669, 802]
- movie-cast: ಪುನೀತ್‌ರಾಜ್,ಅಂಬರೀಶ ರಾಧಿಕಾ ಪಂಡಿತ್, ಪ್ರಭು: [578, 1717, 731, 1729]
- akashavani-schedule: [1238, 141, 1433, 496]
